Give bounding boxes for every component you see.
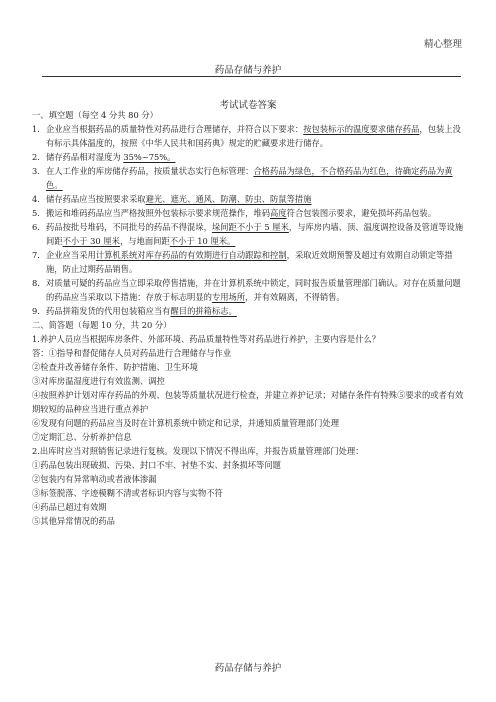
answer-blank: 避光、遮光、通风、防潮、防虫、防鼠等措施	[145, 194, 312, 204]
answer-item: ④按照养护计划对库存药品的外观、包装等质量状况进行检查，并建立养护记录；对储存条件有特殊⑤要求的或者有效期较短的品种应当进行重点养护	[32, 390, 464, 414]
answer-item: ⑦定期汇总、分析养护信息	[32, 432, 132, 442]
question-text: ，并有效隔离，不得销售。	[245, 292, 345, 302]
question-text: 储存药品相对湿度为	[46, 152, 124, 162]
question-number: 1.	[32, 124, 40, 134]
fill-question-8	[32, 276, 464, 304]
question-text: 企业应当根据药品的质量特性对药品进行合理储存，并符合以下要求：	[46, 124, 304, 134]
answer-item: ③标签脱落、字迹模糊不清或者标识内容与实物不符	[32, 488, 223, 498]
footer-title: 药品存储与养护	[214, 663, 282, 674]
question-text: ，与地面间距	[119, 236, 170, 246]
question-text: 企业应当采用	[46, 250, 96, 260]
answer-blank: 计算机系统对库存药品的有效期进行自动跟踪和控制	[95, 250, 287, 260]
question-text: 对质量可疑的药品应当立即采取停售措施，并在计算机系统中锁定，同时报告质量管理部门确认。对存在质量问题的药品应当采取以下措施：存放于标志明显的	[46, 278, 461, 302]
answer-item: ①指导和督促储存人员对药品进行合理储存与作业	[48, 348, 232, 358]
question-text: ，包装上没有标示具体温度的，按照《中华人民共和国药典》规定的贮藏要求进行储存。	[46, 124, 461, 148]
answer-blank: 不小于 10 厘米。	[169, 236, 236, 246]
question-number: 6.	[32, 222, 40, 232]
answer-line	[32, 346, 464, 360]
document-body	[32, 108, 464, 528]
answer-blank: 35%~75%。	[123, 152, 176, 162]
fill-question-3	[32, 164, 464, 192]
answer-blank: 垛间距不小于 5 厘米	[211, 222, 289, 232]
fill-question-6	[32, 220, 464, 248]
question-text: 在人工作业的库房储存药品，按质量状态实行色标管理：	[46, 166, 254, 176]
fill-question-9	[32, 304, 464, 318]
answer-blank: 高度	[270, 208, 287, 218]
answer-item: ②检查并改善储存条件、防护措施、卫生环境	[32, 362, 198, 372]
answer-blank: 醒目的拼箱标志。	[170, 306, 237, 316]
question-number: 3.	[32, 166, 40, 176]
question-text: ，采取近效期预警及超过有效期自动锁定等措施，防止过期药品销售。	[46, 250, 453, 274]
answer-blank: 专用场所	[211, 292, 246, 302]
fill-question-4	[32, 192, 464, 206]
question-text: 符合包装图示要求，避免损坏药品包装。	[286, 208, 436, 218]
section-1-heading: 一、填空题（每空 4 分共 80 分）	[32, 110, 158, 120]
fill-question-5	[32, 206, 464, 220]
answer-item: ⑥发现有问题的药品应当及时在计算机系统中锁定和记录，并通知质量管理部门处理	[32, 418, 339, 428]
exam-title: 考试试卷答案	[219, 100, 277, 111]
corner-label: 精心整理	[423, 39, 462, 50]
question-text: 搬运和堆码药品应当严格按照外包装标示要求规范操作，堆码	[46, 208, 271, 218]
question-number: 4.	[32, 194, 40, 204]
question-number: 8.	[32, 278, 40, 288]
question-number: 5.	[32, 208, 40, 218]
answer-blank: 合格药品为绿色，不合格药品为红色，待确定药品为黄色。	[46, 166, 453, 190]
answer-item: ④药品已超过有效期	[32, 502, 107, 512]
header-rule	[42, 76, 461, 77]
fill-question-7	[32, 248, 464, 276]
answer-item: ①药品包装出现破损、污染、封口不牢、衬垫不实、封条损坏等问题	[32, 460, 281, 470]
question-text: 药品按批号堆码，不同批号的药品不得混垛，	[46, 222, 212, 232]
answer-blank: 不小于 30 厘米	[62, 236, 120, 246]
question-number: 7.	[32, 250, 40, 260]
fill-question-1	[32, 122, 464, 150]
answer-blank: 按包装标示的温度要求储存药品	[303, 124, 420, 134]
answer-label: 答：	[32, 348, 49, 358]
short-answer-question-1: 1.养护人员应当根据库房条件、外部环境、药品质量特性等对药品进行养护，主要内容是什么？	[32, 334, 381, 344]
question-text: 储存药品应当按照要求采取	[46, 194, 146, 204]
question-number: 2.	[32, 152, 40, 162]
answer-item: ⑤其他异常情况的药品	[32, 516, 115, 526]
answer-item: ③对库房温湿度进行有效监测、调控	[32, 376, 165, 386]
fill-question-2	[32, 150, 464, 164]
section-2-heading: 二、简答题（每题 10 分，共 20 分）	[32, 320, 172, 330]
question-number: 9.	[32, 306, 40, 316]
header-title: 药品存储与养护	[214, 65, 282, 76]
answer-item: ②包装内有异常响动或者液体渗漏	[32, 474, 157, 484]
short-answer-question-2: 2.出库时应当对照销售记录进行复核。发现以下情况不得出库，并报告质量管理部门处理：	[32, 446, 364, 456]
question-text: 药品拼箱发货的代用包装箱应当有	[46, 306, 171, 316]
question-text: ，与库房内墙、顶、温度调控设备及管道等设施间距	[46, 222, 464, 246]
